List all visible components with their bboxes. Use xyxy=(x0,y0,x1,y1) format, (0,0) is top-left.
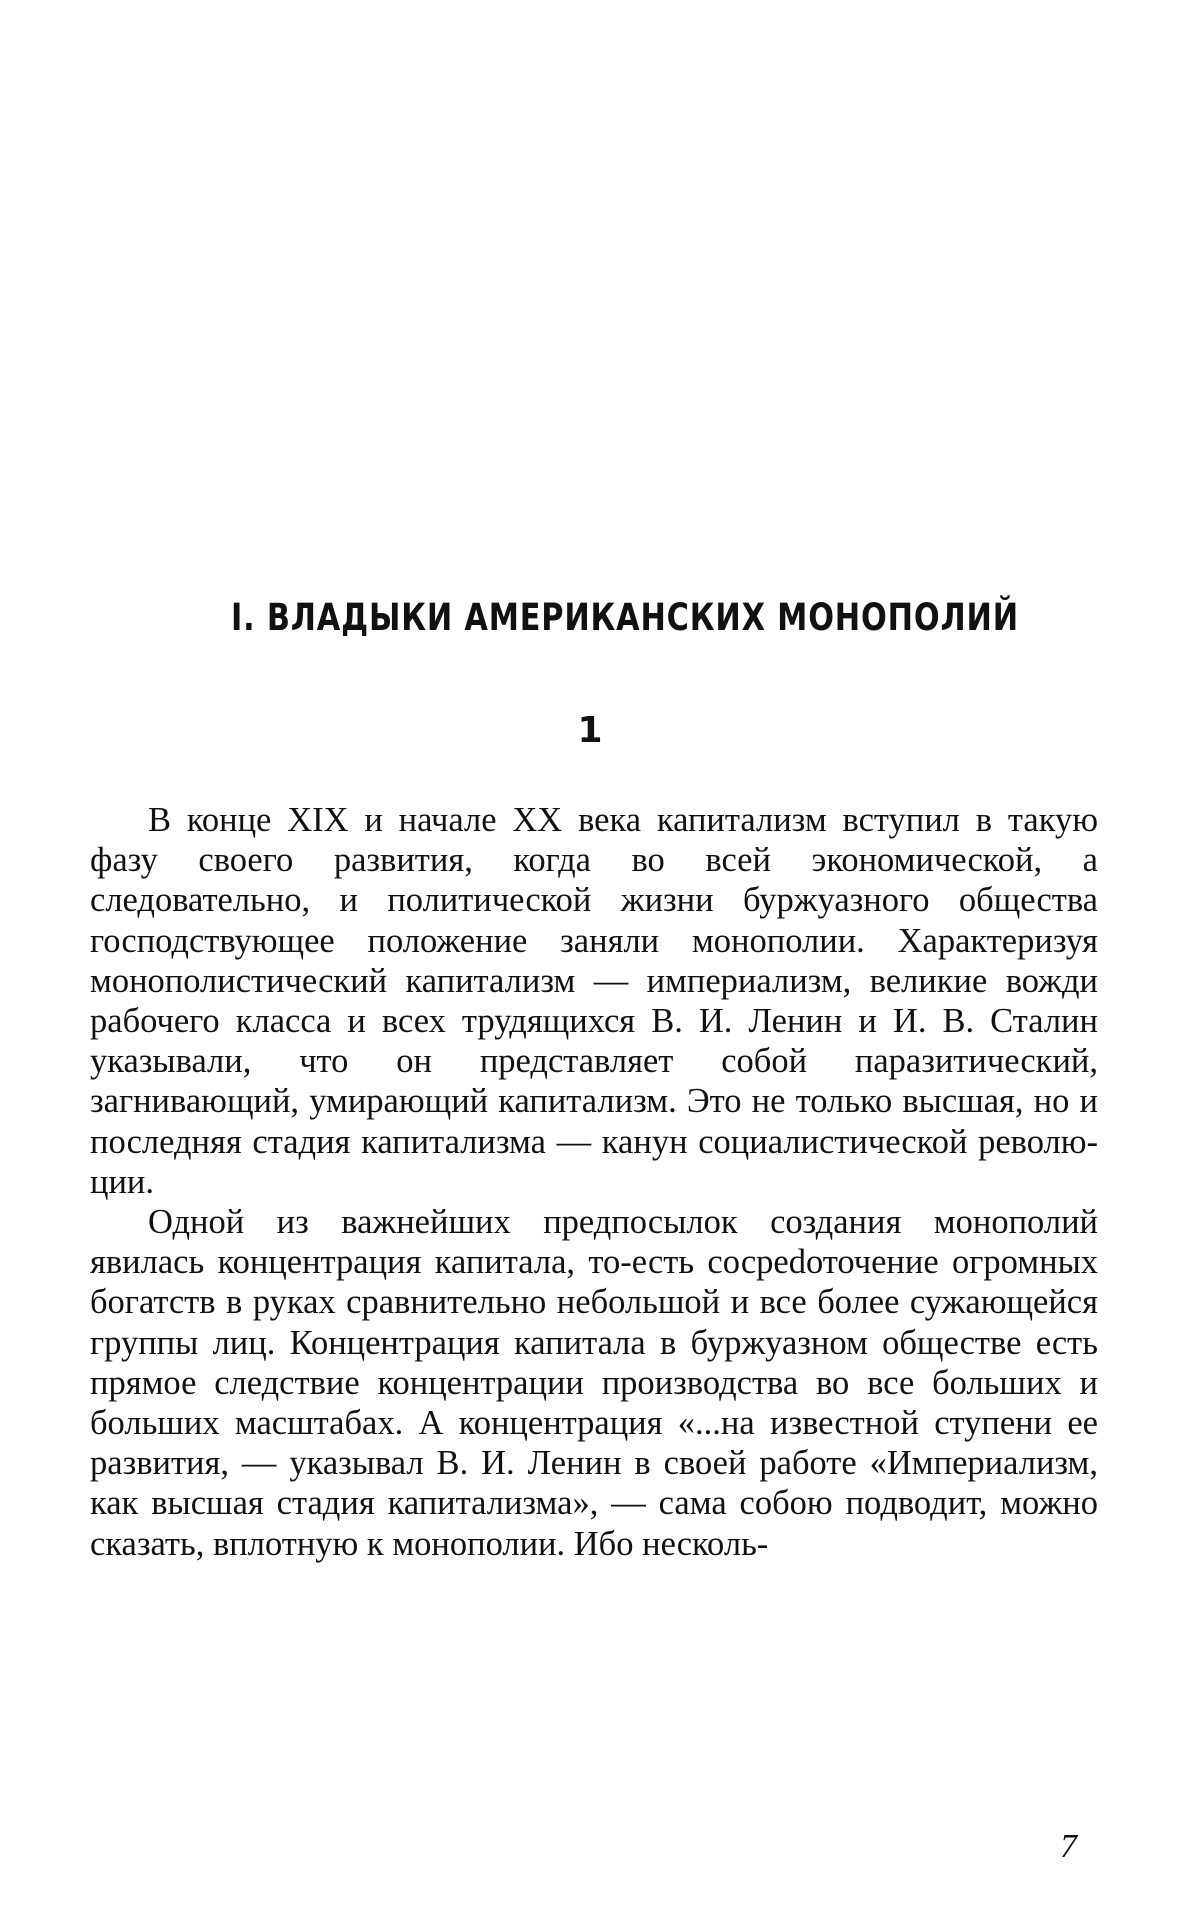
section-number: 1 xyxy=(577,710,603,751)
page-number: 7 xyxy=(1060,1828,1077,1865)
paragraph: В конце XIX и начале XX века капитализм вступил в такую фазу своего развития, когда во всей экономической, а следовательно, и политической жизни буржуазного общества господствующее положение заняли монополии. Характеризуя монополистический капитализм — империализм, великие вожди рабочего класса и всех трудящихся В. И. Ленин и И. В. Сталин указывали, что он представляет собой паразитический, загнивающий, умирающий капитализм. Это не только высшая, но и последняя стадия капитализма — канун социалистической революции. xyxy=(90,801,1098,1201)
paragraph: Одной из важнейших предпосылок создания монополий явилась концентрация капитала, то-есть сосреdоточение огромных богатств в руках сравнительно небольшой и все более сужающейся группы лиц. Концентрация капитала в буржуазном обществе есть прямое следствие концентрации производства во все больших и больших масштабах. А концентрация «...на известной ступени ее развития, — указывал В. И. Ленин в своей работе «Империализм, как высшая стадия капитализма», — сама собою подводит, можно сказать, вплотную к монополии. Ибо несколь- xyxy=(90,1203,1098,1563)
body-text xyxy=(90,800,1098,1564)
chapter-title: I. ВЛАДЫКИ АМЕРИКАНСКИХ МОНОПОЛИЙ xyxy=(231,596,1019,639)
